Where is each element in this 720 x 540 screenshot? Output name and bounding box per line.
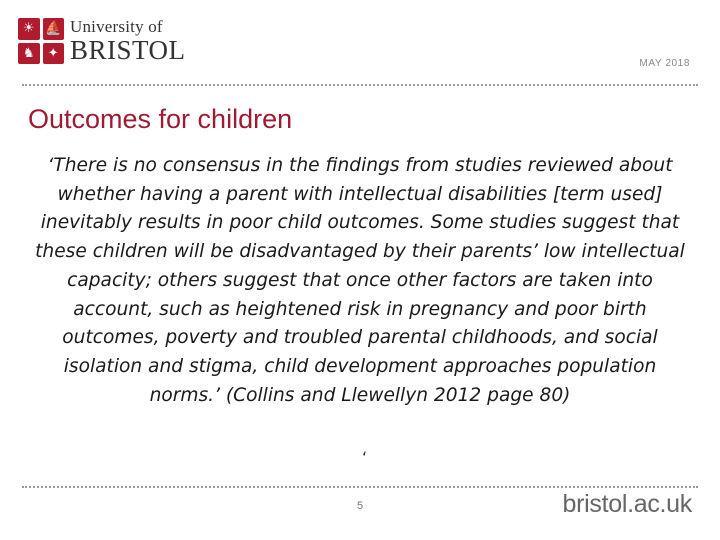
quote-body: ‘There is no consensus in the findings from studies reviewed about whether having a parent with intellectual disabilities [term used] inevitably results in poor child outcomes. Some studies suggest that these children will be disadvantaged by their parents’ low intellectual capacity; others suggest that once other factors are taken into account, such as heightened risk in pregnancy and poor birth outcomes, poverty and troubled parental childhoods, and social isolation and stigma, child development approaches population norms.’ (Collins and Llewellyn 2012 page 80) bbox=[35, 155, 685, 406]
university-logo bbox=[18, 18, 186, 64]
logo-wordmark bbox=[70, 18, 186, 64]
crest-sun-icon: ☀ bbox=[18, 18, 40, 40]
stray-quote-mark: ‘ bbox=[362, 448, 368, 467]
bottom-dotted-divider bbox=[22, 486, 698, 488]
crest-lion-icon: ♞ bbox=[18, 43, 40, 65]
logo-line-bristol: BRISTOL bbox=[70, 35, 186, 65]
slide-title: Outcomes for children bbox=[28, 104, 293, 134]
crest-icon bbox=[18, 18, 64, 64]
top-dotted-divider bbox=[22, 84, 698, 86]
logo-line-university: University of bbox=[70, 17, 163, 36]
crest-dolphin-icon: ✦ bbox=[43, 43, 65, 65]
slide-date: MAY 2018 bbox=[639, 58, 690, 69]
website-footer: bristol.ac.uk bbox=[562, 490, 692, 518]
page-number: 5 bbox=[357, 500, 364, 512]
crest-ship-icon: ⛵ bbox=[43, 18, 65, 40]
